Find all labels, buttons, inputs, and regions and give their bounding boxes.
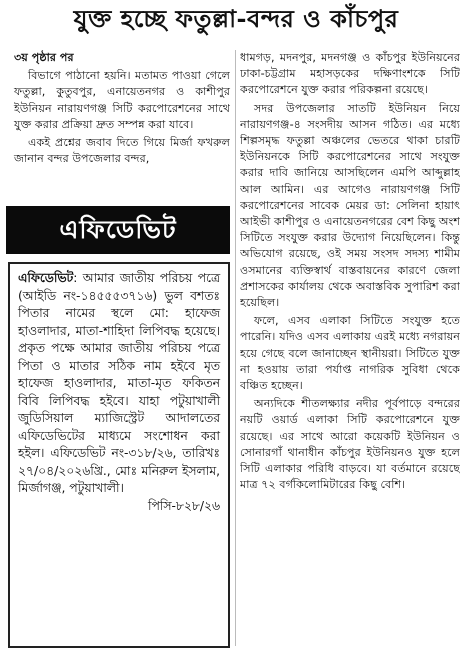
continuation-marker: ৩য় পৃষ্ঠার পর	[14, 51, 74, 64]
headline: যুক্ত হচ্ছে ফতুল্লা-বন্দর ও কাঁচপুর	[73, 4, 399, 33]
affidavit-code: পিসি-৮২৮/২৬	[147, 498, 220, 513]
column-divider	[235, 50, 236, 646]
affidavit-lead: এফিডেভিট	[18, 271, 74, 285]
left-paragraph-1: বিভাগে পাঠানো হয়নি। মতামত পাওয়া গেলে ফতুল্লা, কুতুবপুর, এনায়েতনগর ও কাশীপুর ইউনিয়ন নারায়ণগঞ্জ সিটি করপোরেশনের সাথে যুক্ত করার প্রক্রিয়া দ্রুত সম্পন্ন করা যাবে।	[14, 69, 230, 131]
affidavit-notice	[8, 262, 230, 648]
right-column-text	[240, 50, 460, 646]
affidavit-body: : আমার জাতীয় পরিচয় পত্রে (আইডি নং-১৪৫৫৫৩৭১৬) ভুল বশতঃ পিতার নামের স্থলে মো: হাফেজ হাওলাদার, মাতা-শাহিদা লিপিবদ্ধ হয়েছে। প্রকৃত পক্ষে আমার জাতীয় পরিচয় পত্রে পিতা ও মাতার সঠিক নাম হইবে মৃত হাফেজ হাওলাদার, মাতা-মৃত ফকিতন বিবি লিপিবদ্ধ হইবে। যাহা পটুয়াখালী জুডিসিয়াল ম্যাজিস্ট্রেট আদালতের এফিডেভিটের মাধ্যমে সংশোধন করা হইল। এফিডেভিট নং-৩১৮/২৬, তারিখঃ ২৭/০৪/২০২৬খ্রি., মোঃ মনিরুল ইসলাম, মির্জাগঞ্জ, পটুয়াখালী।	[18, 271, 220, 495]
left-column-text	[14, 50, 230, 167]
left-paragraph-2: একই প্রশ্নের জবাব দিতে গিয়ে মির্জা ফখরুল জানান বন্দর উপজেলার বন্দর,	[14, 136, 230, 166]
right-paragraph-3: ফলে, এসব এলাকা সিটিতে সংযুক্ত হতে পারেনি। যদিও এসব এলাকায় এরই মধ্যে নগরায়ন হয়ে গেছে বলে জানাচ্ছেন স্থানীয়রা। সিটিতে যুক্ত না হওয়ায় তারা পর্যাপ্ত নাগরিক সুবিধা থেকে বঞ্চিত হচ্ছেন।	[240, 314, 460, 393]
right-paragraph-2: সদর উপজেলার সাতটি ইউনিয়ন নিয়ে নারায়ণগঞ্জ-৪ সংসদীয় আসন গঠিত। এর মধ্যে শিল্পসমৃদ্ধ ফতুল্লা অঞ্চলের ভেতরে থাকা চারটি ইউনিয়নকে সিটি করপোরেশনের সাথে সংযুক্ত করার দাবি জানিয়ে আসছিলেন এমপি আব্দুল্লাহ আল আমিন। এর আগেও নারায়ণগঞ্জ সিটি করপোরেশনের সাবেক মেয়র ডা: সেলিনা হায়াৎ আইভী কাশীপুর ও এনায়েতনগরের বেশ কিছু অংশ সিটিতে সংযুক্ত করার উদ্যোগ নিয়েছিলেন। কিন্তু অভিযোগ রয়েছে, ওই সময় সংসদ সদস্য শামীম ওসমানের ব্যক্তিস্বার্থ বাস্তবায়নের কারণে জেলা প্রশাসকের কার্যালয় থেকে অবাস্তবিক সুপারিশ করা হয়েছিল।	[240, 101, 460, 310]
affidavit-banner: এফিডেভিট	[6, 206, 230, 254]
right-paragraph-4: অন্যদিকে শীতলক্ষ্যার নদীর পূর্বপাড়ে বন্দরের নয়টি ওয়ার্ড এলাকা সিটি করপোরেশনে যুক্ত রয়েছে। এর সাথে আরো কয়েকটি ইউনিয়ন ও সোনারগাঁ থানাধীন কাঁচপুর ইউনিয়নও যুক্ত হলে সিটি এলাকার পরিধি বাড়বে। যা বর্তমানে রয়েছে মাত্র ৭২ বর্গকিলোমিটারের কিছু বেশি।	[240, 397, 460, 492]
right-paragraph-1: ধামগড়, মদনপুর, মদনগঞ্জ ও কাঁচপুর ইউনিয়নের ঢাকা-চট্টগ্রাম মহাসড়কের দক্ষিণাংশকে সিটি করপোরেশনে যুক্ত করার পরিকল্পনা রয়েছে।	[240, 51, 460, 97]
